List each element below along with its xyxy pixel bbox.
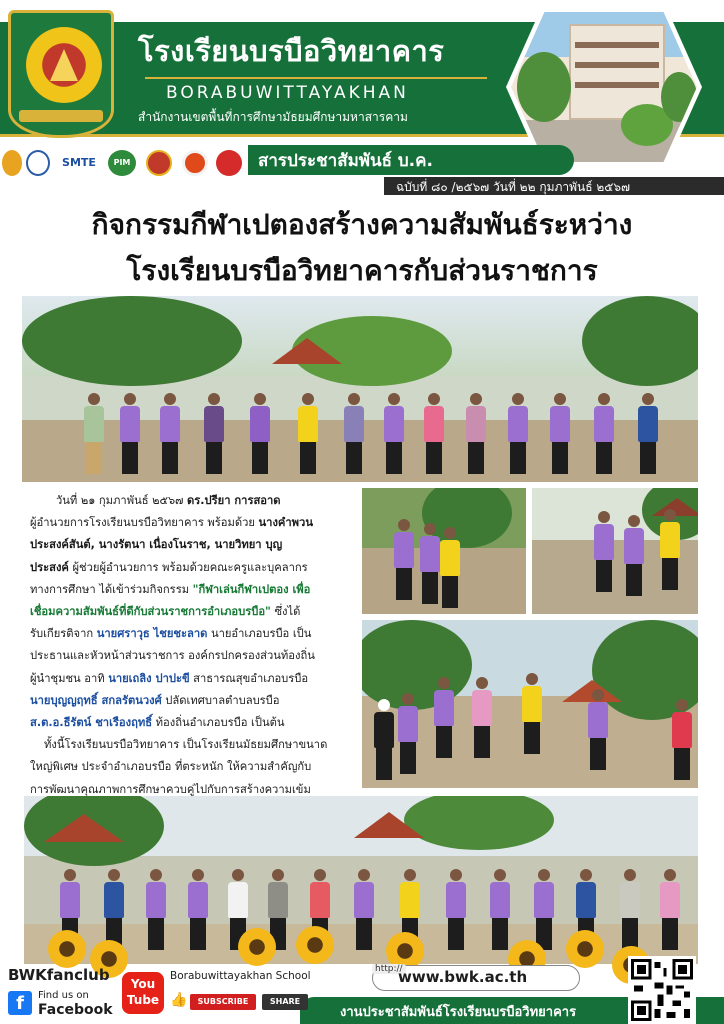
headline-line-2: โรงเรียนบรบือวิทยาคารกับส่วนราชการ bbox=[126, 254, 598, 287]
facebook-link[interactable]: Facebook bbox=[38, 1002, 113, 1018]
article-body: วันที่ ๒๑ กุมภาพันธ์ ๒๕๖๗ ดร.ปรียา การสอาด ผู้อำนวยการโรงเรียนบรบือวิทยาคาร พร้อมด้วย นางคำพวน ประสงค์สันต์, นางรัตนา เนื่องโนราช, นายวิทยา บุญ ประสงค์ ผู้ช่วยผู้อำนวยการ พร้อมด้วยคณะครูและบุคลากร ทางการศึกษา ได้เข้าร่วมกิจกรรม "กีฬาเล่นกีฬาเปตอง เพื่อ เชื่อมความสัมพันธ์ที่ดีกับส่วนราชการอำเภอบรบือ" ซึ่งได้ รับเกียรติจาก นายศราวุธ ไชยชะลาด นายอำเภอบรบือ เป็น ประธานและหัวหน้าส่วนราชการ องค์กรปกครองส่วนท้องถิ่น ผู้นำชุมชน อาทิ นายเถลิง ปาปะขี สาธารณสุขอำเภอบรบือ นายบุญญฤทธิ์ สกลรัตนวงศ์ ปลัดเทศบาลตำบลบรบือ ส.ต.อ.ธีรัตน์ ชาเรืองฤทธิ์ ท้องถิ่นอำเภอบรบือ เป็นต้น ทั้งนี้โรงเรียนบรบือวิทยาคาร เป็นโรงเรียนมัธยมศึกษาขนาด ใหญ่พิเศษ ประจำอำเภอบรบือ ที่ตระหนัก ให้ความสำคัญกับ การพัฒนาคุณภาพการศึกษาควบคู่ไปกับการสร้างความเข้ม bbox=[30, 494, 328, 796]
sunflower-icon bbox=[48, 930, 86, 968]
fanclub-name: BWKfanclub bbox=[8, 966, 110, 984]
partner-logo-2-icon bbox=[26, 150, 50, 176]
petanque-photo-1 bbox=[362, 488, 526, 614]
subscribe-button[interactable]: SUBSCRIBE bbox=[190, 994, 256, 1010]
thumbs-up-icon[interactable]: 👍 bbox=[170, 992, 188, 1008]
facebook-icon[interactable]: f bbox=[8, 991, 32, 1015]
partner-logo-pim: PIM bbox=[108, 150, 136, 176]
qr-code-icon[interactable] bbox=[628, 956, 696, 1024]
youtube-channel-name[interactable]: Borabuwittayakhan School bbox=[170, 970, 311, 982]
issue-info: ฉบับที่ ๘๐ /๒๕๖๗ วันที่ ๒๒ กุมภาพันธ์ ๒๕๖๗ bbox=[396, 180, 631, 194]
education-office: สำนักงานเขตพื้นที่การศึกษามัธยมศึกษามหาสารคาม bbox=[138, 110, 408, 124]
partner-logo-7-icon bbox=[216, 150, 242, 176]
website-url[interactable]: www.bwk.ac.th bbox=[398, 968, 528, 986]
headline-line-1: กิจกรรมกีฬาเปตองสร้างความสัมพันธ์ระหว่าง bbox=[91, 208, 633, 241]
partner-logo-6-icon bbox=[182, 150, 208, 176]
emblem-ribbon bbox=[19, 110, 103, 122]
partner-logo-1-icon bbox=[2, 150, 22, 176]
emblem-ring-icon bbox=[26, 27, 102, 103]
footer-pr-unit: งานประชาสัมพันธ์โรงเรียนบรบือวิทยาคาร bbox=[340, 1005, 577, 1020]
petanque-photo-2 bbox=[532, 488, 698, 614]
sunflower-icon bbox=[566, 930, 604, 968]
facebook-find-label: Find us on bbox=[38, 990, 89, 1001]
group-photo-top bbox=[22, 296, 698, 482]
http-label: http:// bbox=[372, 964, 406, 974]
share-button[interactable]: SHARE bbox=[262, 994, 308, 1010]
school-name-th: โรงเรียนบรบือวิทยาคาร bbox=[138, 34, 445, 68]
partner-logo-smte: SMTE bbox=[56, 150, 102, 176]
petanque-photo-3 bbox=[362, 620, 698, 788]
school-building-photo bbox=[506, 8, 702, 166]
title-underline bbox=[145, 77, 487, 79]
youtube-icon[interactable]: You Tube bbox=[122, 972, 164, 1014]
sunflower-icon bbox=[296, 926, 334, 964]
partner-logo-5-icon bbox=[146, 150, 172, 176]
newsletter-title: สารประชาสัมพันธ์ บ.ค. bbox=[258, 151, 433, 171]
school-emblem bbox=[8, 10, 114, 138]
sunflower-icon bbox=[238, 928, 276, 966]
school-name-en: BORABUWITTAYAKHAN bbox=[166, 83, 409, 103]
